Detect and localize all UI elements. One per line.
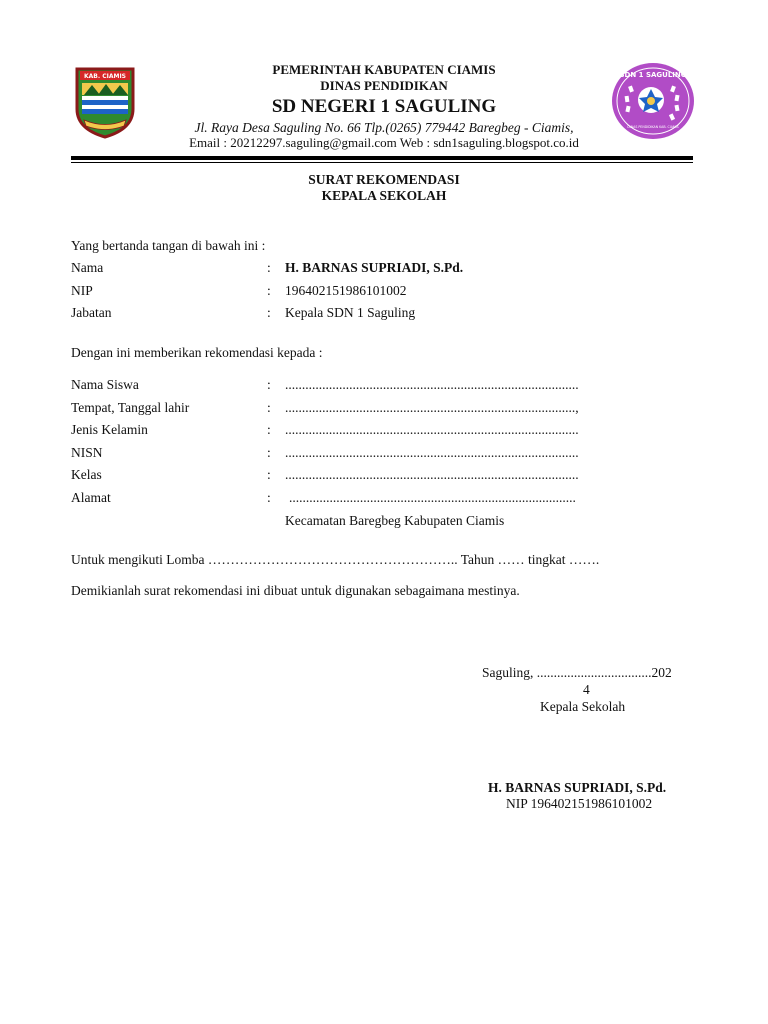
letter-title: SURAT REKOMENDASI bbox=[308, 172, 460, 187]
letterhead-divider-thin bbox=[71, 162, 693, 163]
field-blank-jenis-kelamin: ....................................................................................... bbox=[285, 422, 579, 437]
field-blank-ttl: ......................................................................................, bbox=[285, 400, 579, 415]
field-label-kelas: Kelas bbox=[71, 467, 102, 482]
field-label-nip: NIP bbox=[71, 283, 93, 298]
field-label-alamat: Alamat bbox=[71, 490, 111, 505]
field-colon: : bbox=[267, 490, 271, 505]
field-label-jabatan: Jabatan bbox=[71, 305, 112, 320]
school-name: SD NEGERI 1 SAGULING bbox=[271, 96, 497, 117]
field-value-jabatan: Kepala SDN 1 Saguling bbox=[285, 305, 416, 320]
signature-place-date: Saguling, ..................................202 bbox=[482, 665, 672, 680]
field-blank-alamat: ..................................................................................... bbox=[289, 490, 576, 505]
field-label-ttl: Tempat, Tanggal lahir bbox=[71, 400, 190, 415]
school-contact: Email : 20212297.saguling@gmail.com Web : sdn1saguling.blogspot.co.id bbox=[189, 135, 579, 150]
field-blank-nisn: ....................................................................................... bbox=[285, 445, 579, 460]
field-label-nama-siswa: Nama Siswa bbox=[71, 377, 139, 392]
field-colon: : bbox=[267, 377, 271, 392]
field-colon: : bbox=[267, 445, 271, 460]
field-colon: : bbox=[267, 305, 271, 320]
letterhead-divider-thick bbox=[71, 156, 693, 160]
signature-nip: NIP 196402151986101002 bbox=[506, 796, 653, 811]
field-label-jenis-kelamin: Jenis Kelamin bbox=[71, 422, 148, 437]
purpose-line: Untuk mengikuti Lomba ……………………………………………….. Tahun …… tingkat ……. bbox=[71, 552, 600, 567]
signature-position: Kepala Sekolah bbox=[540, 699, 626, 714]
school-address: Jl. Raya Desa Saguling No. 66 Tlp.(0265) 779442 Baregbeg - Ciamis, bbox=[194, 120, 574, 135]
field-blank-kelas: ....................................................................................... bbox=[285, 467, 579, 482]
crest-label: KAB. CIAMIS bbox=[83, 73, 127, 80]
closing-text: Demikianlah surat rekomendasi ini dibuat untuk digunakan sebagaimana mestinya. bbox=[71, 583, 520, 598]
letter-subtitle: KEPALA SEKOLAH bbox=[321, 188, 447, 203]
emblem-ring-text: SDN 1 SAGULING bbox=[619, 71, 687, 79]
emblem-subtext: DINAS PENDIDIKAN KAB. CIAMIS bbox=[627, 125, 679, 129]
field-value-nip: 196402151986101002 bbox=[285, 283, 407, 298]
field-colon: : bbox=[267, 283, 271, 298]
field-label-nisn: NISN bbox=[71, 445, 103, 460]
field-colon: : bbox=[267, 422, 271, 437]
signature-place-date-wrap: 4 bbox=[583, 682, 590, 697]
field-colon: : bbox=[267, 260, 271, 275]
department-name: DINAS PENDIDIKAN bbox=[320, 78, 448, 93]
address-suffix: Kecamatan Baregbeg Kabupaten Ciamis bbox=[285, 513, 505, 528]
field-colon: : bbox=[267, 400, 271, 415]
recommend-intro-text: Dengan ini memberikan rekomendasi kepada : bbox=[71, 345, 323, 360]
intro-text: Yang bertanda tangan di bawah ini : bbox=[71, 238, 266, 253]
field-label-nama: Nama bbox=[71, 260, 104, 275]
field-value-nama: H. BARNAS SUPRIADI, S.Pd. bbox=[285, 260, 464, 275]
field-blank-nama-siswa: ....................................................................................... bbox=[285, 377, 579, 392]
government-name: PEMERINTAH KABUPATEN CIAMIS bbox=[272, 62, 496, 77]
signature-name: H. BARNAS SUPRIADI, S.Pd. bbox=[488, 780, 667, 795]
field-colon: : bbox=[267, 467, 271, 482]
